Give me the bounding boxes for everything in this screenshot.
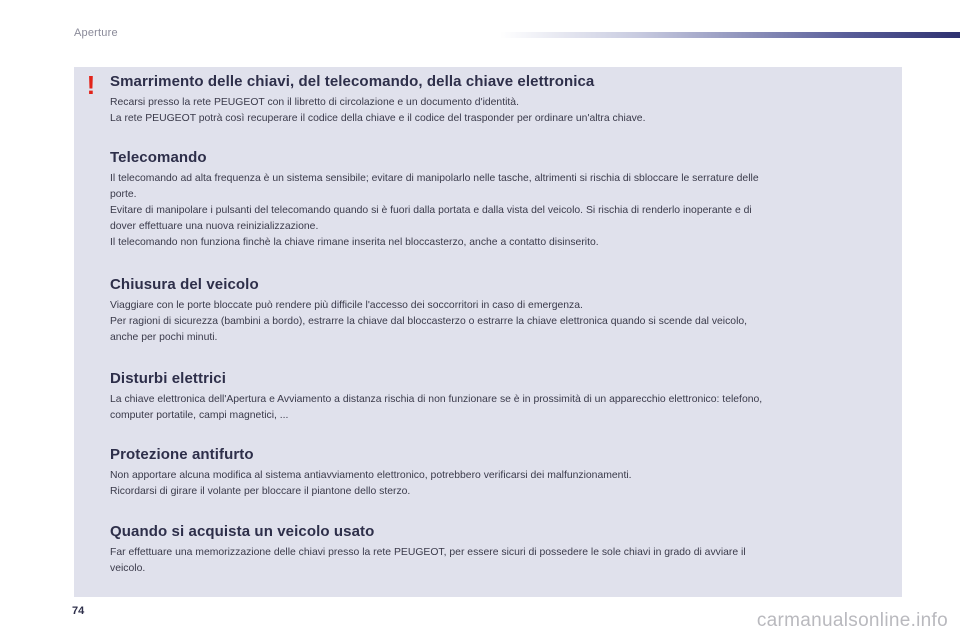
section-veicolo-usato bbox=[110, 523, 890, 577]
header-gradient-bar bbox=[500, 32, 960, 38]
section-line: Far effettuare una memorizzazione delle chiavi presso la rete PEUGEOT, per essere sicuri di possedere le sole chiavi in grado di avviare il bbox=[110, 547, 746, 558]
section-title: Quando si acquista un veicolo usato bbox=[110, 523, 375, 540]
section-line: Non apportare alcuna modifica al sistema antiavviamento elettronico, potrebbero verificarsi dei malfunzionamenti. bbox=[110, 470, 632, 481]
page-number: 74 bbox=[72, 605, 85, 617]
warning-title: Smarrimento delle chiavi, del telecomando, della chiave elettronica bbox=[110, 73, 595, 90]
section-line: Il telecomando non funziona finchè la chiave rimane inserita nel bloccasterzo, anche a contatto disinserito. bbox=[110, 237, 599, 248]
section-title: Protezione antifurto bbox=[110, 446, 254, 463]
section-disturbi bbox=[110, 370, 890, 424]
exclamation-icon: ! bbox=[86, 70, 96, 100]
section-line: anche per pochi minuti. bbox=[110, 332, 218, 343]
section-line: dover effettuare una nuova reinizializzazione. bbox=[110, 221, 319, 232]
section-chiusura bbox=[110, 276, 890, 346]
section-label: Aperture bbox=[74, 27, 118, 39]
section-antifurto bbox=[110, 446, 890, 500]
section-line: La chiave elettronica dell'Apertura e Avviamento a distanza rischia di non funzionare se è in prossimità di un apparecchio elettronico: telefono, bbox=[110, 394, 763, 405]
section-title: Telecomando bbox=[110, 149, 207, 166]
section-line: Ricordarsi di girare il volante per bloccare il piantone dello sterzo. bbox=[110, 486, 411, 497]
section-line: Il telecomando ad alta frequenza è un sistema sensibile; evitare di manipolarlo nelle tasche, altrimenti si rischia di sbloccare le serrature delle bbox=[110, 173, 759, 184]
section-telecomando bbox=[110, 149, 890, 251]
section-line: veicolo. bbox=[110, 563, 146, 574]
section-line: Evitare di manipolare i pulsanti del telecomando quando si è fuori dalla portata e dalla vista del veicolo. Si rischia di renderlo inoperante e di bbox=[110, 205, 752, 216]
warning-line: La rete PEUGEOT potrà così recuperare il codice della chiave e il codice del trasponder per ordinare un'altra chiave. bbox=[110, 113, 646, 124]
section-line: Per ragioni di sicurezza (bambini a bordo), estrarre la chiave dal bloccasterzo o estrarre la chiave elettronica quando si scende dal veicolo, bbox=[110, 316, 748, 327]
warning-line: Recarsi presso la rete PEUGEOT con il libretto di circolazione e un documento d'identità. bbox=[110, 97, 519, 108]
section-line: porte. bbox=[110, 189, 137, 200]
section-title: Disturbi elettrici bbox=[110, 370, 226, 387]
section-line: computer portatile, campi magnetici, ... bbox=[110, 410, 289, 421]
section-line: Viaggiare con le porte bloccate può rendere più difficile l'accesso dei soccorritori in caso di emergenza. bbox=[110, 300, 583, 311]
watermark: carmanualsonline.info bbox=[756, 610, 948, 631]
warning-block bbox=[110, 73, 890, 127]
section-title: Chiusura del veicolo bbox=[110, 276, 259, 293]
